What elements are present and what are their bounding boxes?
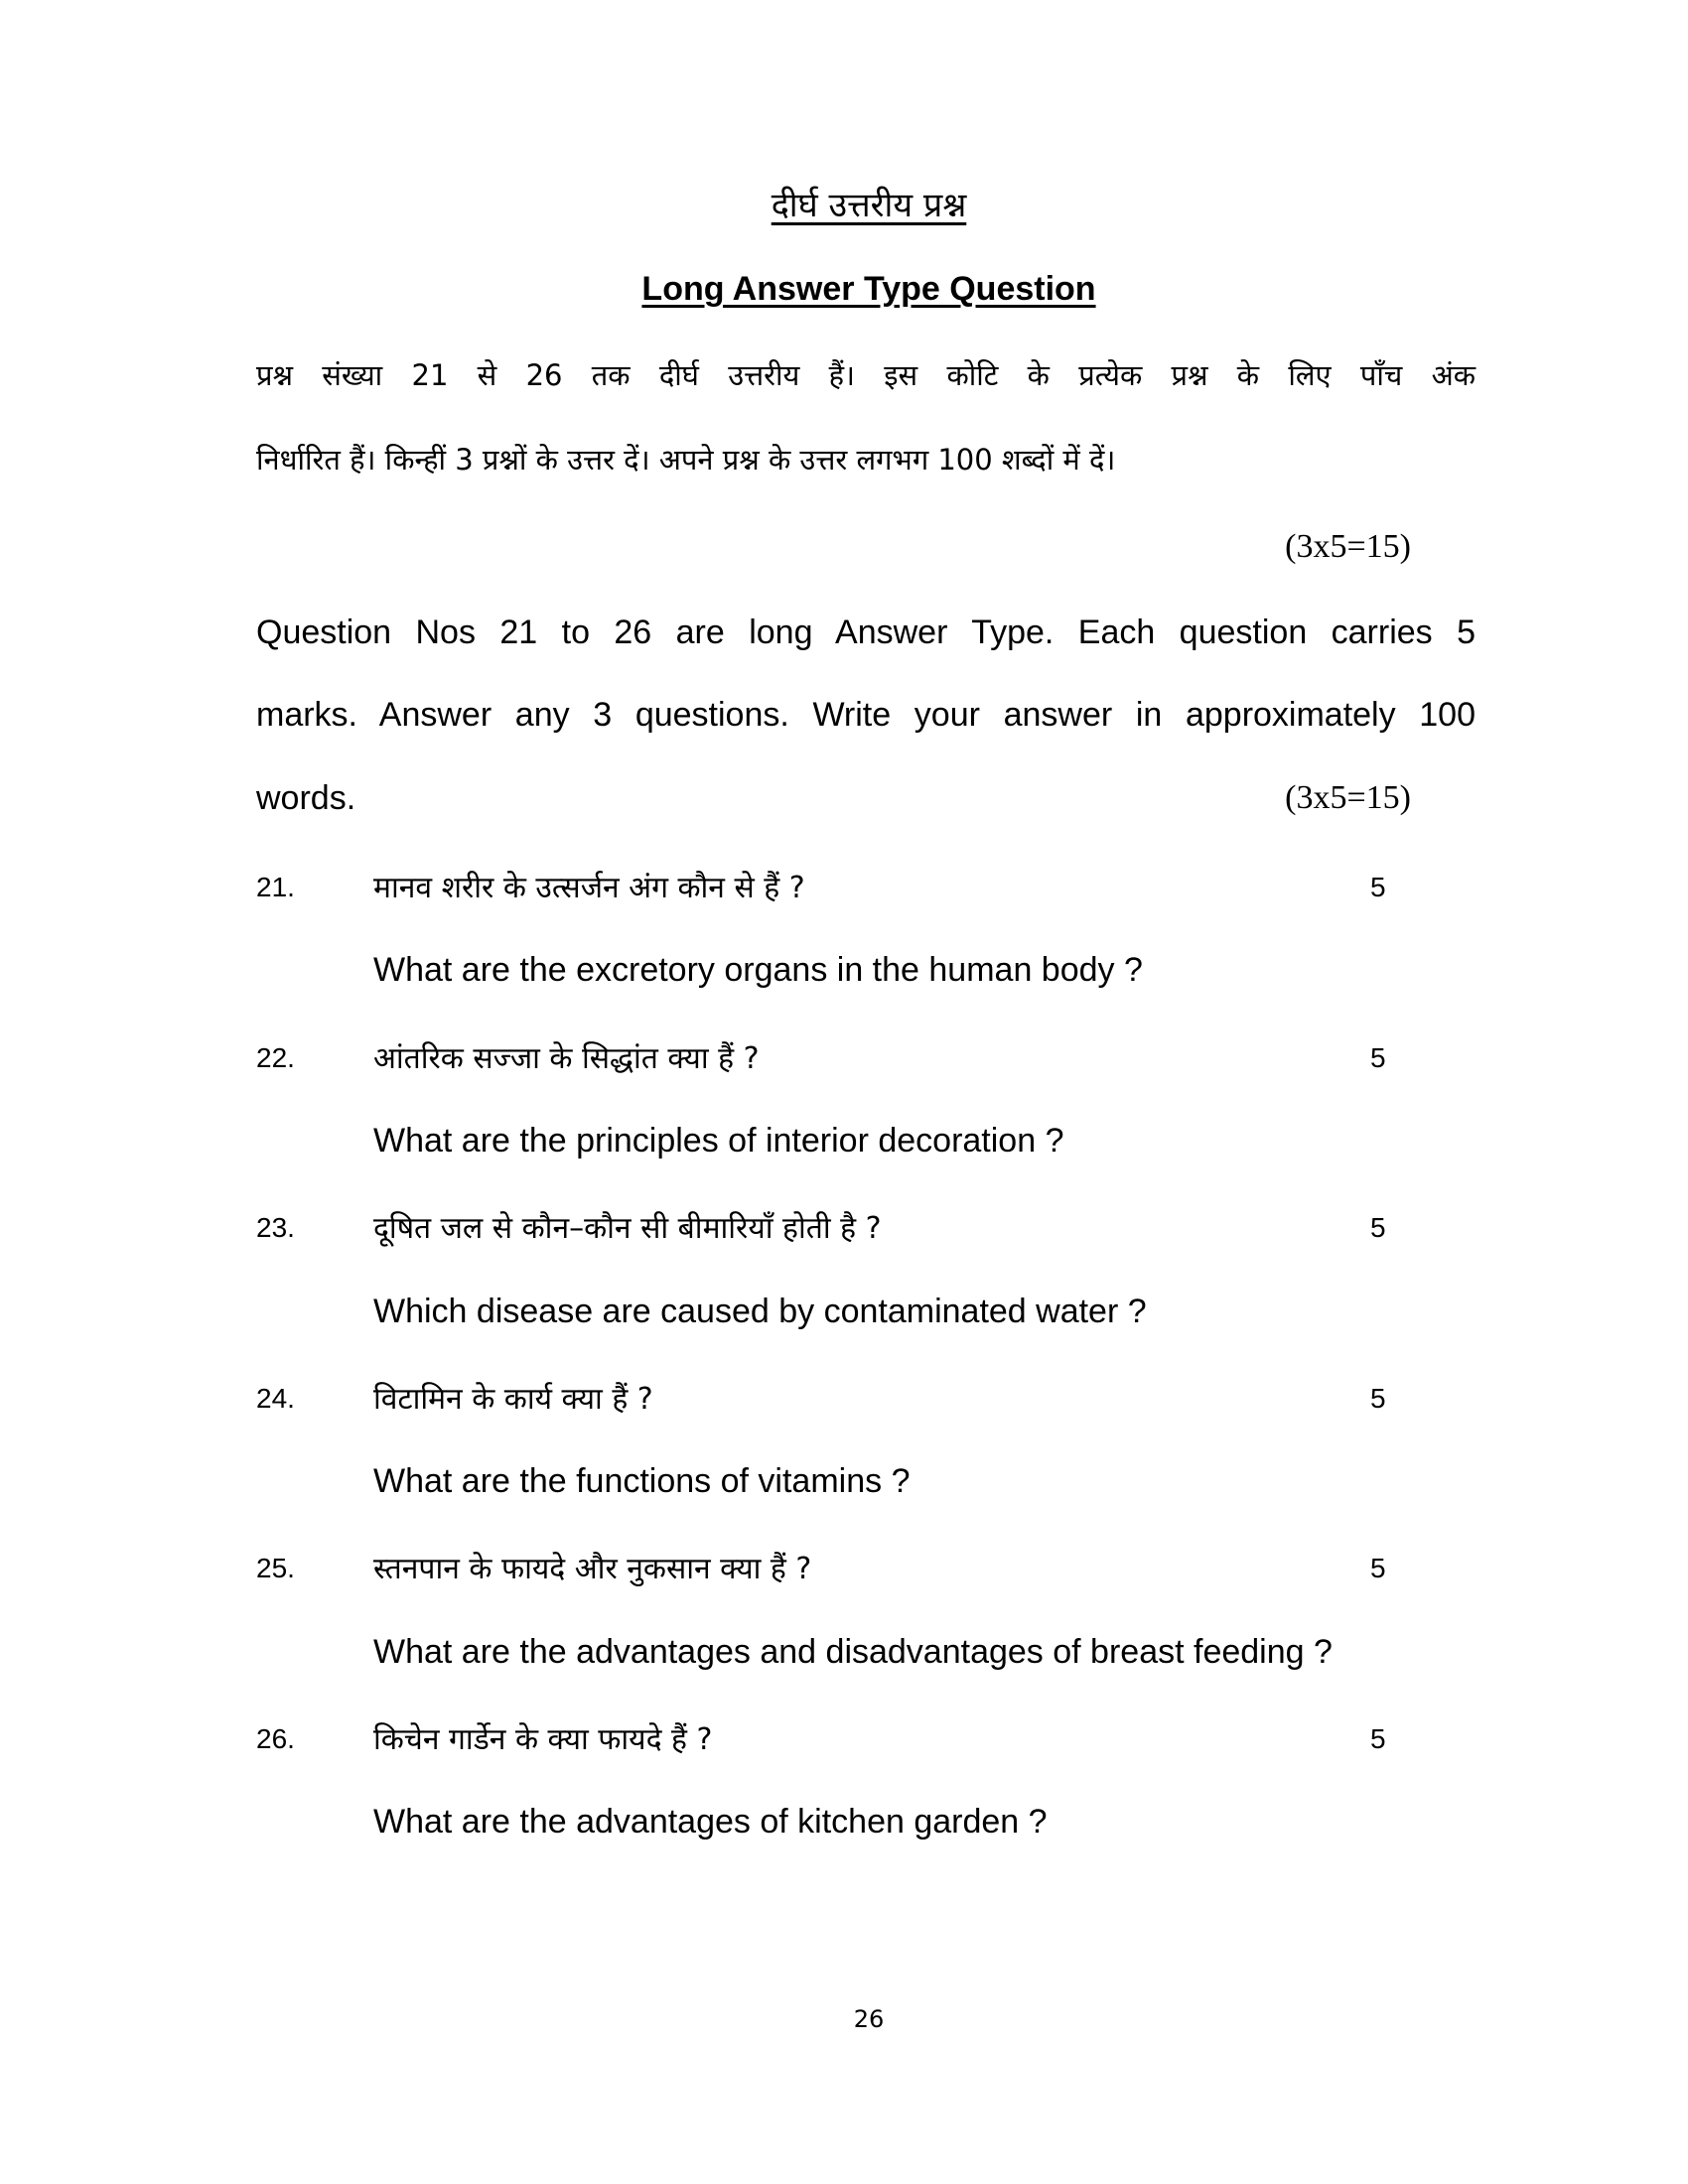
question-hindi: मानव शरीर के उत्सर्जन अंग कौन से हैं ? [373, 871, 805, 905]
question-english: What are the advantages of kitchen garden ? [373, 1803, 1048, 1841]
english-marks-total: (3x5=15) [1285, 779, 1411, 816]
question-marks: 5 [1370, 872, 1386, 902]
english-instruction-line-2: marks. Answer any 3 questions. Write your answer in approximately 100 [256, 696, 1476, 734]
question-marks: 5 [1370, 1212, 1386, 1243]
question-english: What are the excretory organs in the human body ? [373, 951, 1143, 989]
question-english: What are the functions of vitamins ? [373, 1462, 911, 1500]
question-marks: 5 [1370, 1723, 1386, 1754]
question-hindi: विटामिन के कार्य क्या हैं ? [373, 1382, 653, 1417]
question-english: Which disease are caused by contaminated water ? [373, 1293, 1147, 1330]
question-number: 23. [256, 1212, 295, 1243]
hindi-instruction-line-1: प्रश्न संख्या 21 से 26 तक दीर्घ उत्तरीय हैं। इस कोटि के प्रत्येक प्रश्न के लिए पाँच अंक [256, 358, 1476, 392]
english-instruction-line-1: Question Nos 21 to 26 are long Answer Type. Each question carries 5 [256, 614, 1476, 651]
question-number: 26. [256, 1723, 295, 1754]
english-instruction-line-3: words. [256, 779, 356, 817]
hindi-instruction-line-2: निर्धारित हैं। किन्हीं 3 प्रश्नों के उत्तर दें। अपने प्रश्न के उत्तर लगभग 100 शब्दों में दें। [256, 443, 1116, 477]
question-english: What are the advantages and disadvantages of breast feeding ? [373, 1633, 1333, 1671]
question-marks: 5 [1370, 1383, 1386, 1414]
question-marks: 5 [1370, 1042, 1386, 1073]
question-hindi: आंतरिक सज्जा के सिद्धांत क्या हैं ? [373, 1041, 760, 1076]
question-number: 22. [256, 1042, 295, 1073]
question-marks: 5 [1370, 1553, 1386, 1583]
english-section-title: Long Answer Type Question [641, 270, 1096, 308]
hindi-section-title: दीर्घ उत्तरीय प्रश्न [771, 186, 967, 225]
question-english: What are the principles of interior decoration ? [373, 1122, 1064, 1160]
hindi-marks-total: (3x5=15) [1285, 528, 1411, 565]
question-number: 25. [256, 1553, 295, 1583]
question-hindi: किचेन गार्डेन के क्या फायदे हैं ? [373, 1722, 713, 1757]
question-number: 24. [256, 1383, 295, 1414]
question-hindi: दूषित जल से कौन–कौन सी बीमारियाँ होती है ? [373, 1211, 882, 1246]
page-number: 26 [853, 2005, 885, 2033]
question-hindi: स्तनपान के फायदे और नुकसान क्या हैं ? [373, 1552, 812, 1586]
question-number: 21. [256, 872, 295, 902]
